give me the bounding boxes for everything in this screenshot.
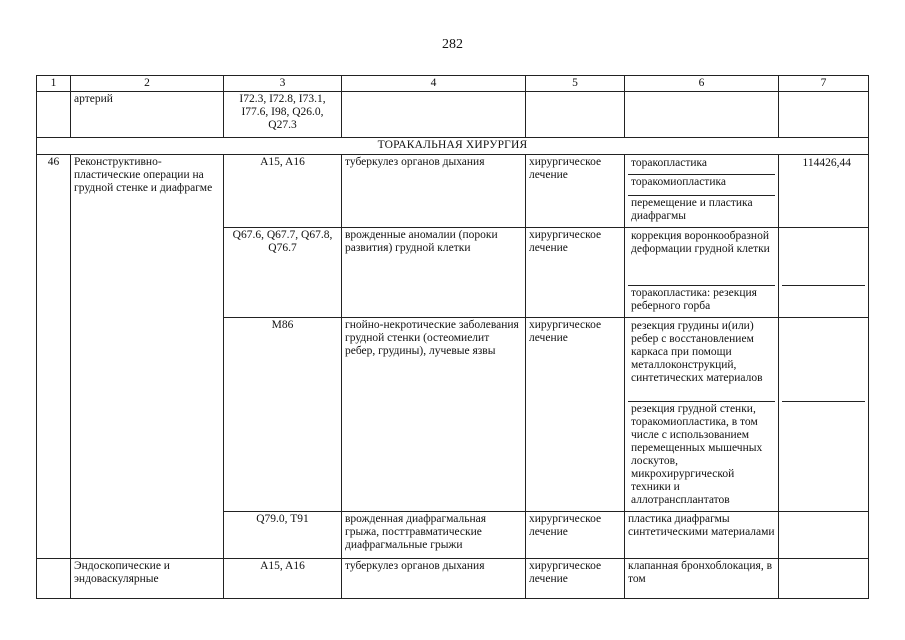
treatment-type-cell: хирургическое лечение [526,559,625,599]
method-cell [625,155,779,228]
method-entry: резекция грудины и(или) ребер с восстановлением каркаса при помощи металлоконструкций, синтетических материалов [628,319,775,402]
section-row [37,138,869,155]
header-cell: 7 [779,76,869,92]
icd-codes-cell: M86 [224,318,342,512]
service-name-cell: Эндоскопические и эндоваскулярные [71,559,224,599]
header-cell: 2 [71,76,224,92]
patient-model-cell: гнойно-некротические заболевания грудной стенки (остеомиелит ребер, грудины), лучевые язвы [342,318,526,512]
section-title: ТОРАКАЛЬНАЯ ХИРУРГИЯ [37,138,869,155]
table-row [37,559,869,599]
page-number: 282 [442,37,463,52]
header-cell: 1 [37,76,71,92]
price-cell [779,318,869,512]
method-entry: перемещение и пластика диафрагмы [631,197,753,222]
method-cell: пластика диафрагмы синтетическими материалами [625,512,779,559]
table-row [37,92,869,138]
method-cell: клапанная бронхоблокация, в том [625,559,779,599]
price-cell [779,228,869,318]
row-number-cell [37,559,71,599]
patient-model-cell: туберкулез органов дыхания [342,155,526,228]
icd-codes-cell: Q79.0, T91 [224,512,342,559]
patient-model-cell [342,92,526,138]
header-row [37,76,869,92]
row-number-cell: 46 [37,155,71,559]
icd-codes-cell: Q67.6, Q67.7, Q67.8, Q76.7 [224,228,342,318]
patient-model-cell: врожденные аномалии (пороки развития) грудной клетки [342,228,526,318]
method-entry: коррекция воронкообразной деформации грудной клетки [628,229,775,286]
service-name-cell: Реконструктивно-пластические операции на грудной стенке и диафрагме [71,155,224,559]
price-divider [782,319,865,402]
price-value: 114426,44 [802,157,851,169]
treatment-type-cell: хирургическое лечение [526,512,625,559]
header-cell: 4 [342,76,526,92]
treatment-type-cell: хирургическое лечение [526,318,625,512]
method-entry: резекция грудной стенки, торакомиопластика, в том числе с использованием перемещенных мышечных лоскутов, микрохирургической техники и аллотрансплантатов [631,403,763,506]
price-cell [779,155,869,228]
patient-model-cell: врожденная диафрагмальная грыжа, посттравматические диафрагмальные грыжи [342,512,526,559]
method-entry: торакомиопластика [628,175,775,196]
treatment-type-cell [526,92,625,138]
medical-services-table [36,75,869,599]
header-cell: 6 [625,76,779,92]
icd-codes-cell: A15, A16 [224,155,342,228]
price-divider [782,229,865,286]
patient-model-cell: туберкулез органов дыхания [342,559,526,599]
icd-codes-cell: I72.3, I72.8, I73.1, I77.6, I98, Q26.0, Q27.3 [224,92,342,138]
row-number-cell [37,92,71,138]
treatment-type-cell: хирургическое лечение [526,155,625,228]
treatment-type-cell: хирургическое лечение [526,228,625,318]
service-name-cell: артерий [71,92,224,138]
method-cell [625,318,779,512]
price-cell [779,512,869,559]
method-entry: торакопластика: резекция реберного горба [631,287,757,312]
icd-codes-cell: A15, A16 [224,559,342,599]
price-cell [779,559,869,599]
method-entry: торакопластика [628,156,775,175]
method-cell [625,92,779,138]
method-cell [625,228,779,318]
table-row [37,155,869,228]
price-cell [779,92,869,138]
header-cell: 3 [224,76,342,92]
header-cell: 5 [526,76,625,92]
